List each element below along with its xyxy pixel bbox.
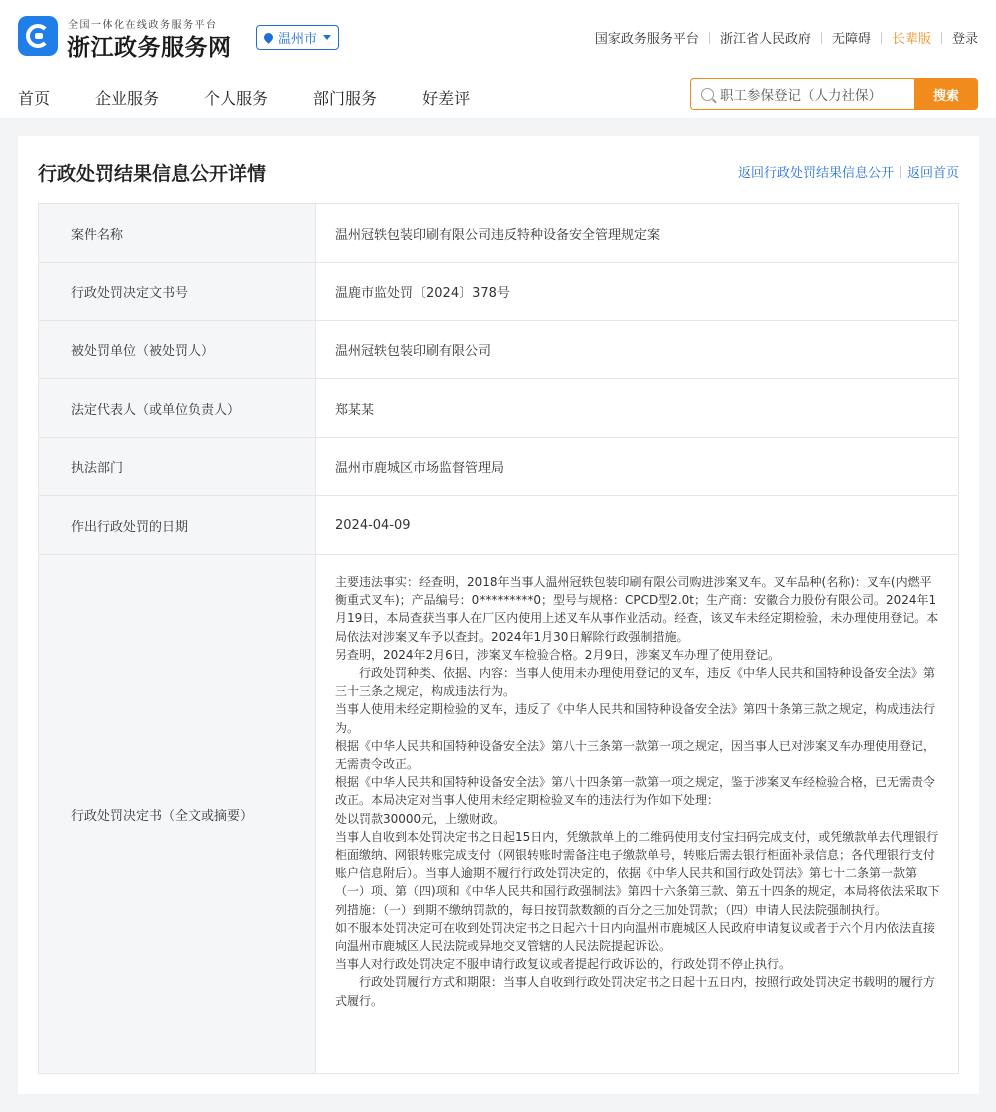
nav-item-department[interactable]: 部门服务 (313, 89, 378, 108)
link-accessibility[interactable]: 无障碍 (831, 32, 871, 47)
search-input[interactable] (690, 78, 914, 110)
back-to-home-link[interactable]: 返回首页 (906, 166, 959, 181)
table-row (39, 379, 958, 438)
paragraph: 当事人使用未经定期检验的叉车，违反了《中华人民共和国特种设备安全法》第四十条第三款之规定，构成违法行为。 (335, 702, 936, 735)
city-label: 温州市 (277, 32, 317, 47)
paragraph: 当事人对行政处罚决定不服申请行政复议或者提起行政诉讼的，行政处罚不停止执行。 (335, 957, 792, 972)
nav-item-enterprise[interactable]: 企业服务 (95, 89, 160, 108)
divider (941, 32, 942, 44)
link-elder-mode[interactable]: 长辈版 (891, 32, 931, 47)
divider (881, 32, 882, 44)
row-label: 被处罚单位（被处罚人） (39, 321, 316, 378)
table-row (39, 496, 958, 555)
table-row (39, 555, 958, 1073)
search-icon (701, 88, 714, 101)
paragraph: 当事人自收到本处罚决定书之日起15日内，凭缴款单上的二维码使用支付宝扫码完成支付，或凭缴款单去代理银行柜面缴纳、网银转账完成支付（网银转账时需备注电子缴款单号，转账后需去银行柜面补录信息；各代理银行支付账户信息附后）。当事人逾期不履行行政处罚决定的，依据《中华人民共和国行政处罚法》第七十二条第一款第（一）项、第（四)项和《中华人民共和国行政强制法》第四十六条第三款、第五十四条的规定，本局将依法采取下列措施：（一）到期不缴纳罚款的，每日按罚款数额的百分之三加处罚款；（四）申请人民法院强制执行。 (335, 829, 940, 917)
link-login[interactable]: 登录 (951, 32, 978, 47)
row-label: 法定代表人（或单位负责人） (39, 379, 316, 437)
row-value: 温州冠轶包装印刷有限公司 (335, 344, 492, 359)
link-national-platform[interactable]: 国家政务服务平台 (594, 32, 699, 47)
city-selector[interactable] (256, 25, 339, 50)
search-button[interactable]: 搜索 (914, 78, 978, 110)
row-value: 郑某某 (335, 402, 375, 418)
paragraph: 行政处罚种类、依据、内容：当事人使用未办理使用登记的叉车，违反《中华人民共和国特种设备安全法》第三十三条之规定，构成违法行为。 (335, 666, 936, 699)
main-nav (18, 86, 515, 109)
row-value: 温州冠轶包装印刷有限公司违反特种设备安全管理规定案 (335, 227, 661, 243)
top-bar (0, 0, 996, 118)
brand-subtitle: 全国一体化在线政务服务平台 (68, 20, 218, 31)
row-value: 温鹿市监处罚〔2024〕378号 (335, 286, 510, 301)
paragraph: 处以罚款30000元，上缴财政。 (335, 811, 506, 826)
row-value: 2024-04-09 (335, 517, 411, 533)
table-row (39, 204, 958, 263)
paragraph: 主要违法事实：经查明，2018年当事人温州冠轶包装印刷有限公司购进涉案叉车。叉车品种(名称)：叉车(内燃平衡重式叉车)；产品编号：0*********0；型号与规格：CPCD型2.0t；生产商：安徽合力股份有限公司。2024年1月19日，本局查获当事人在厂区内使用上述叉车从事作业活动。经查，该叉车未经定期检验，未办理使用登记。本局依法对涉案叉车予以查封。2024年1月30日解除行政强制措施。 (335, 575, 939, 644)
decision-text (316, 555, 958, 1073)
row-label: 行政处罚决定书（全文或摘要） (39, 555, 316, 1073)
card-links (738, 162, 959, 181)
nav-item-home[interactable]: 首页 (18, 89, 51, 108)
paragraph: 行政处罚履行方式和期限：当事人自收到行政处罚决定书之日起十五日内，按照行政处罚决定书载明的履行方式履行。 (335, 975, 936, 1008)
table-row (39, 438, 958, 496)
row-value: 温州市鹿城区市场监督管理局 (335, 461, 505, 476)
zhejiang-logo-icon[interactable] (18, 16, 58, 56)
caret-down-icon (323, 35, 331, 40)
table-row (39, 321, 958, 379)
search-placeholder: 职工参保登记（人力社保） (720, 88, 882, 104)
divider (900, 166, 901, 178)
table-row (39, 263, 958, 321)
location-pin-icon (262, 31, 275, 44)
brand-title[interactable]: 浙江政务服务网 (67, 34, 232, 61)
detail-card (18, 136, 979, 1094)
back-to-list-link[interactable]: 返回行政处罚结果信息公开 (737, 166, 894, 181)
divider (709, 32, 710, 44)
detail-table (38, 203, 959, 1074)
paragraph: 如不服本处罚决定可在收到处罚决定书之日起六十日内向温州市鹿城区人民政府申请复议或者于六个月内依法直接向温州市鹿城区人民法院或异地交叉管辖的人民法院提起诉讼。 (335, 920, 936, 954)
page-title: 行政处罚结果信息公开详情 (38, 163, 267, 185)
nav-item-rating[interactable]: 好差评 (422, 89, 471, 108)
top-links (595, 28, 978, 47)
divider (821, 32, 822, 44)
paragraph: 根据《中华人民共和国特种设备安全法》第八十三条第一款第一项之规定，因当事人已对涉案叉车办理使用登记，无需责令改正。 (335, 738, 936, 772)
row-label: 行政处罚决定文书号 (39, 263, 316, 320)
row-label: 作出行政处罚的日期 (39, 496, 316, 554)
row-label: 案件名称 (39, 204, 316, 262)
row-label: 执法部门 (39, 438, 316, 495)
link-provincial-gov[interactable]: 浙江省人民政府 (719, 32, 811, 47)
paragraph: 根据《中华人民共和国特种设备安全法》第八十四条第一款第一项之规定，鉴于涉案叉车经检验合格，已无需责令改正。本局决定对当事人使用未经定期检验叉车的违法行为作如下处理： (335, 775, 936, 808)
search-bar (690, 78, 978, 110)
paragraph: 另查明，2024年2月6日，涉案叉车检验合格。2月9日，涉案叉车办理了使用登记。 (335, 647, 781, 662)
nav-item-personal[interactable]: 个人服务 (204, 89, 269, 108)
